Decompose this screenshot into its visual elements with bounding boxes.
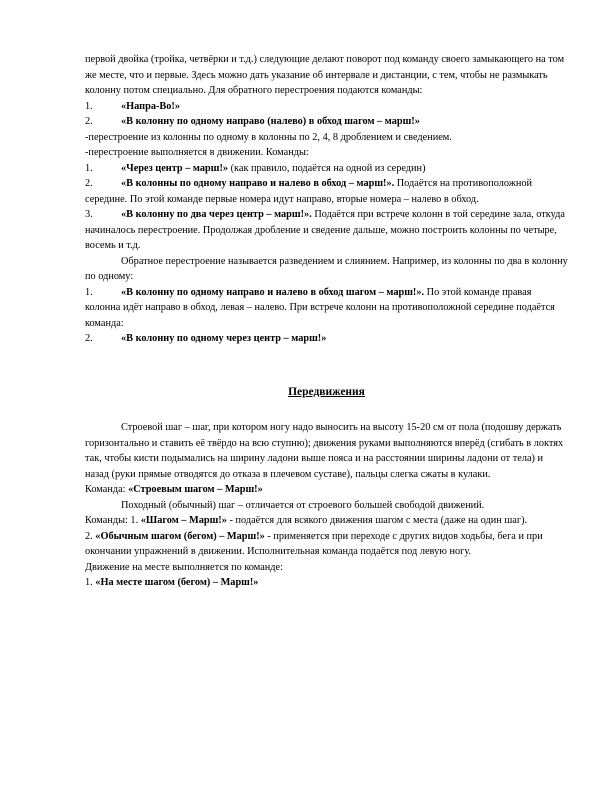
list-merge-commands bbox=[85, 285, 568, 347]
list-number: 1. bbox=[85, 162, 93, 174]
command-text: «Строевым шагом – Марш!» bbox=[128, 484, 263, 495]
paragraph-march-step: Походный (обычный) шаг – отличается от строевого большей свободой движений. bbox=[121, 499, 485, 511]
command-prefix: Команда: bbox=[85, 484, 129, 495]
command-rest: - подаётся для всякого движения шагом с места (даже на один шаг). bbox=[226, 515, 528, 526]
paragraph-reverse: Обратное перестроение называется разведением и слиянием. Например, из колонны по два в колонну по одному: bbox=[85, 255, 568, 282]
command-text: «В колонну по два через центр – марш!». bbox=[121, 209, 312, 220]
list-split-commands bbox=[85, 161, 568, 254]
list-item bbox=[85, 176, 568, 207]
list-item bbox=[85, 99, 568, 115]
list-item bbox=[85, 114, 568, 130]
list-return-commands bbox=[85, 99, 568, 130]
section-heading: Передвижения bbox=[288, 385, 365, 398]
dash-line-2: -перестроение выполняется в движении. Команды: bbox=[85, 147, 309, 158]
dash-line-1: -перестроение из колонны по одному в колонны по 2, 4, 8 дроблением и сведением. bbox=[85, 131, 452, 143]
command-prefix: 1. bbox=[85, 577, 96, 588]
paragraph-intro: первой двойка (тройка, четвёрки и т.д.) следующие делают поворот под команду своего замыкающего на том же месте, что и первые. Здесь можно дать указание об интервале и дистанции, с тем, чтобы не размыкать колонну потом специально. Для обратного перестроения подаются команды: bbox=[85, 54, 565, 96]
command-line-4 bbox=[85, 575, 568, 591]
paragraph-in-place: Движение на месте выполняется по команде: bbox=[85, 561, 283, 573]
command-line-2 bbox=[85, 513, 568, 529]
list-number: 1. bbox=[85, 100, 93, 112]
list-number: 2. bbox=[85, 178, 93, 189]
list-number: 3. bbox=[85, 209, 93, 220]
list-item bbox=[85, 207, 568, 254]
list-item bbox=[85, 161, 568, 177]
list-number: 1. bbox=[85, 286, 93, 298]
command-line-3 bbox=[85, 529, 568, 560]
command-text: «В колонны по одному направо и налево в обход – марш!». bbox=[121, 178, 395, 189]
item-text: (как правило, подаётся на одной из середин) bbox=[228, 162, 426, 174]
item-text: По этой команде правая колонна идёт направо в обход, левая – налево. При встрече колонн на противоположной середине подаётся команда: bbox=[85, 286, 555, 329]
command-text: «Напра-Во!» bbox=[121, 100, 181, 112]
document-page bbox=[85, 52, 568, 591]
item-text: Подаётся при встрече колонн в той середине зала, откуда начиналось перестроение. Продолжая дробление и сведение дальше, можно построить колонны по четыре, восемь и т.д. bbox=[85, 209, 565, 251]
command-text: «На месте шагом (бегом) – Марш!» bbox=[95, 577, 259, 588]
paragraph-drill-step: Строевой шаг – шаг, при котором ногу надо выносить на высоту 15-20 см от пола (подошву держать горизонтально и ставить её твёрдо на всю ступню); движения руками выполняются вперёд (сгибать в локтях так, чтобы кисти подымались на ширину ладони выше пояса и на расстоянии ширины ладони от тела) и назад (руки прямые отводятся до отказа в плечевом суставе), пальцы слегка сжаты в кулаки. bbox=[85, 422, 564, 480]
list-number: 2. bbox=[85, 116, 93, 127]
command-rest: - применяется при переходе с других видов ходьбы, бега и при окончании упражнений в движении. Исполнительная команда подаётся под левую ногу. bbox=[85, 530, 543, 557]
command-text: «В колонну по одному направо и налево в обход шагом – марш!». bbox=[121, 286, 425, 298]
command-prefix: 2. bbox=[85, 530, 96, 542]
item-text: Подаётся на противоположной середине. По этой команде первые номера идут направо, вторые номера – налево в обход. bbox=[85, 178, 533, 205]
command-text: «Через центр – марш!» bbox=[121, 162, 229, 174]
command-prefix: Команды: 1. bbox=[85, 515, 141, 526]
command-text: «Шагом – Марш!» bbox=[140, 515, 227, 526]
list-number: 2. bbox=[85, 333, 93, 344]
command-text: «В колонну по одному направо (налево) в обход шагом – марш!» bbox=[121, 116, 420, 127]
list-item bbox=[85, 331, 568, 347]
command-text: «В колонну по одному через центр – марш!» bbox=[121, 333, 327, 344]
command-line-1 bbox=[85, 482, 568, 498]
command-text: «Обычным шагом (бегом) – Марш!» bbox=[95, 530, 265, 542]
list-item bbox=[85, 285, 568, 332]
